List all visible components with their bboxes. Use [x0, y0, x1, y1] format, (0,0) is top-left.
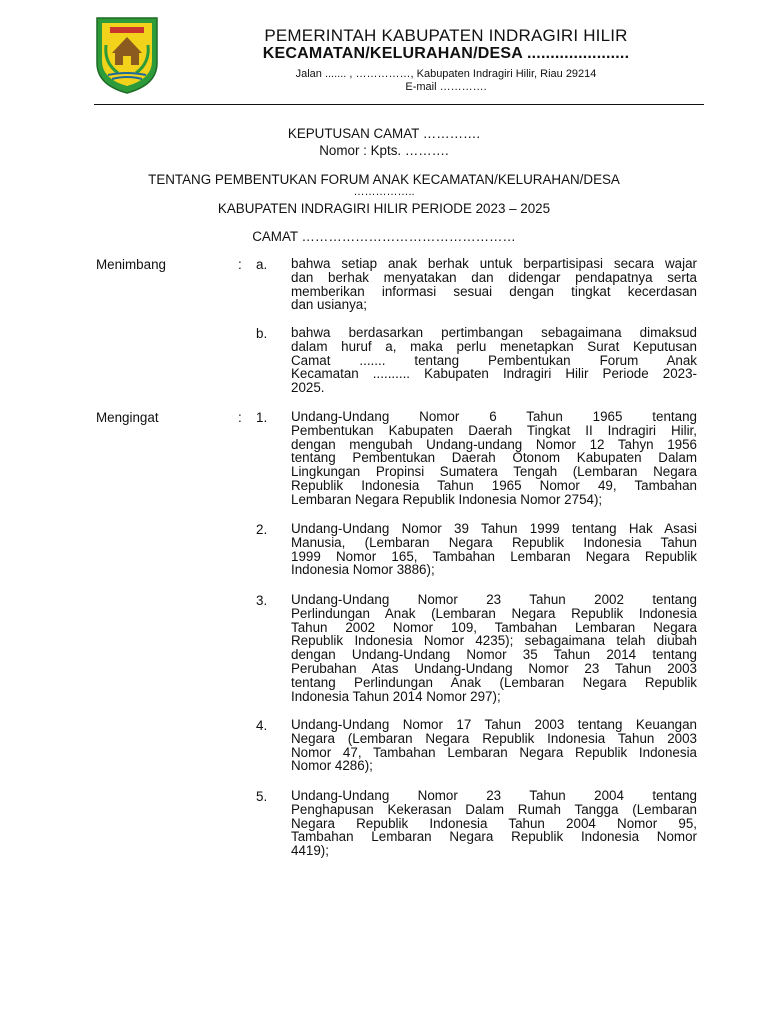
- mengingat-colon: :: [238, 410, 242, 425]
- item-marker: a.: [256, 257, 268, 272]
- list-item: Undang-Undang Nomor 6 Tahun 1965 tentang Pembentukan Kabupaten Daerah Tingkat II Indragiri Hilir, dengan mengubah Undang-undang Nomor 12 Tahyn 1956 tentang Pembentukan Daerah Otonom Kabupaten Dalam Lingkungan Propinsi Sumatera Tengah (Lembaran Negara Republik Indonesia Tahun 1965 Nomor 49, Tambahan Lembaran Negara Republik Indonesia Nomor 2754);: [291, 409, 697, 507]
- government-name: PEMERINTAH KABUPATEN INDRAGIRI HILIR: [264, 26, 628, 45]
- list-item: bahwa berdasarkan pertimbangan sebagaimana dimaksud dalam huruf a, maka perlu menetapkan Surat Keputusan Camat ....... tentang Pembentukan Forum Anak Kecamatan .......... Kabupaten Indragiri Hilir Periode 2023- 2025.: [291, 325, 697, 396]
- list-item: Undang-Undang Nomor 39 Tahun 1999 tentang Hak Asasi Manusia, (Lembaran Negara Republik Indonesia Tahun 1999 Nomor 165, Tambahan Lembaran Negara Republik Indonesia Nomor 3886);: [291, 521, 697, 578]
- item-marker: 5.: [256, 789, 268, 804]
- item-marker: 3.: [256, 593, 268, 608]
- list-item: bahwa setiap anak berhak untuk berpartisipasi secara wajar dan berhak menyatakan dan didengar pendapatnya serta memberikan informasi sesuai dengan tingkat kecerdasan dan usianya;: [291, 256, 697, 313]
- email-line: E-mail ………….: [405, 81, 487, 93]
- item-marker: b.: [256, 326, 268, 341]
- about-line-3: KABUPATEN INDRAGIRI HILIR PERIODE 2023 – 2025: [217, 201, 551, 216]
- decision-number: Nomor : Kpts. ……….: [319, 143, 449, 158]
- list-item: Undang-Undang Nomor 17 Tahun 2003 tentang Keuangan Negara (Lembaran Negara Republik Indonesia Tahun 2003 Nomor 47, Tambahan Lembaran Negara Republik Indonesia Nomor 4286);: [291, 717, 697, 774]
- about-line-1: TENTANG PEMBENTUKAN FORUM ANAK KECAMATAN/KELURAHAN/DESA: [148, 172, 620, 187]
- camat-heading: CAMAT …………………………………………: [252, 229, 516, 244]
- list-item: Undang-Undang Nomor 23 Tahun 2002 tentang Perlindungan Anak (Lembaran Negara Republik Indonesia Tahun 2002 Nomor 109, Tambahan Lembaran Negara Republik Indonesia Nomor 4235); sebagaimana telah diubah dengan Undang-Undang Nomor 35 Tahun 2014 tentang Perubahan Atas Undang-Undang Nomor 23 Tahun 2003 tentang Perlindungan Anak (Lembaran Negara Republik Indonesia Tahun 2014 Nomor 297);: [291, 592, 697, 704]
- item-marker: 4.: [256, 718, 268, 733]
- list-item: Undang-Undang Nomor 23 Tahun 2004 tentang Penghapusan Kekerasan Dalam Rumah Tangga (Lembaran Negara Republik Indonesia Tahun 2004 Nomor 95, Tambahan Lembaran Negara Republik Indonesia Nomor 4419);: [291, 788, 697, 859]
- letterhead-divider: [94, 104, 704, 105]
- district-name: KECAMATAN/KELURAHAN/DESA ......................: [262, 45, 630, 62]
- about-line-2: ……………..: [353, 186, 415, 198]
- item-marker: 2.: [256, 522, 268, 537]
- menimbang-colon: :: [238, 257, 242, 272]
- menimbang-label: Menimbang: [96, 257, 166, 272]
- item-marker: 1.: [256, 410, 268, 425]
- address-line: Jalan ....... , ……………, Kabupaten Indragiri Hilir, Riau 29214: [295, 68, 597, 80]
- decision-title: KEPUTUSAN CAMAT ………….: [287, 126, 481, 141]
- mengingat-label: Mengingat: [96, 410, 159, 425]
